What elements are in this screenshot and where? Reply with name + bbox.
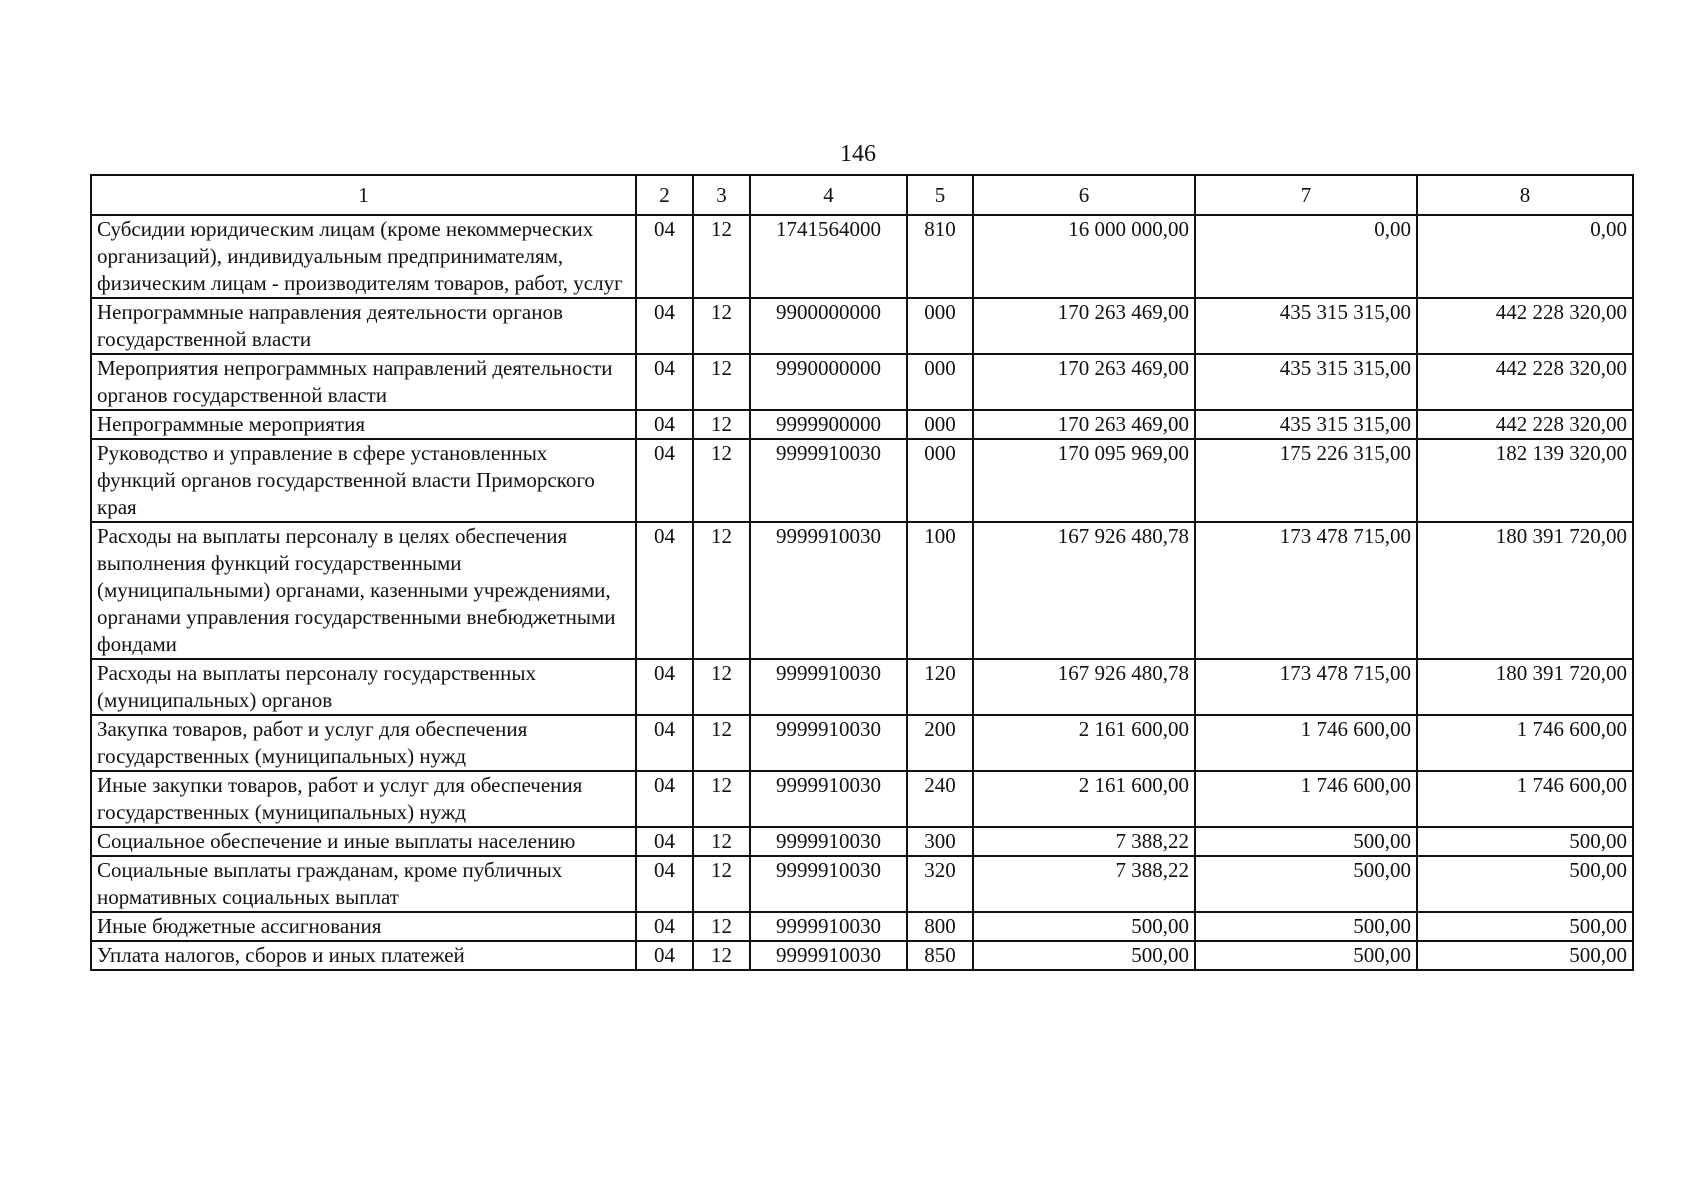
row-name-cell: Непрограммные мероприятия — [91, 410, 636, 439]
amount-col6-cell: 7 388,22 — [973, 856, 1195, 912]
amount-col7-cell: 435 315 315,00 — [1195, 354, 1417, 410]
amount-col6-cell: 170 263 469,00 — [973, 298, 1195, 354]
expense-type-cell: 240 — [907, 771, 973, 827]
amount-col8-cell: 442 228 320,00 — [1417, 354, 1633, 410]
section-code-cell: 04 — [636, 912, 693, 941]
amount-col6-cell: 2 161 600,00 — [973, 771, 1195, 827]
amount-col7-cell: 435 315 315,00 — [1195, 410, 1417, 439]
amount-col7-cell: 500,00 — [1195, 827, 1417, 856]
row-name-cell: Социальное обеспечение и иные выплаты населению — [91, 827, 636, 856]
amount-col7-cell: 1 746 600,00 — [1195, 771, 1417, 827]
amount-col7-cell: 500,00 — [1195, 941, 1417, 970]
section-code-cell: 04 — [636, 659, 693, 715]
section-code-cell: 04 — [636, 354, 693, 410]
amount-col7-cell: 175 226 315,00 — [1195, 439, 1417, 522]
amount-col7-cell: 1 746 600,00 — [1195, 715, 1417, 771]
subsection-code-cell: 12 — [693, 215, 750, 298]
target-article-cell: 9999910030 — [750, 659, 907, 715]
column-header: 2 — [636, 175, 693, 215]
section-code-cell: 04 — [636, 410, 693, 439]
target-article-cell: 9999900000 — [750, 410, 907, 439]
subsection-code-cell: 12 — [693, 439, 750, 522]
amount-col8-cell: 500,00 — [1417, 856, 1633, 912]
table-row — [91, 298, 1633, 354]
amount-col6-cell: 2 161 600,00 — [973, 715, 1195, 771]
amount-col8-cell: 500,00 — [1417, 941, 1633, 970]
amount-col8-cell: 0,00 — [1417, 215, 1633, 298]
section-code-cell: 04 — [636, 298, 693, 354]
column-header: 5 — [907, 175, 973, 215]
amount-col7-cell: 435 315 315,00 — [1195, 298, 1417, 354]
amount-col8-cell: 180 391 720,00 — [1417, 659, 1633, 715]
amount-col6-cell: 500,00 — [973, 912, 1195, 941]
table-row — [91, 941, 1633, 970]
amount-col8-cell: 500,00 — [1417, 827, 1633, 856]
amount-col8-cell: 1 746 600,00 — [1417, 715, 1633, 771]
expense-type-cell: 800 — [907, 912, 973, 941]
amount-col7-cell: 173 478 715,00 — [1195, 659, 1417, 715]
table-row — [91, 912, 1633, 941]
subsection-code-cell: 12 — [693, 410, 750, 439]
column-header: 7 — [1195, 175, 1417, 215]
expense-type-cell: 120 — [907, 659, 973, 715]
target-article-cell: 9999910030 — [750, 771, 907, 827]
table-row — [91, 771, 1633, 827]
expense-type-cell: 850 — [907, 941, 973, 970]
row-name-cell: Иные бюджетные ассигнования — [91, 912, 636, 941]
target-article-cell: 1741564000 — [750, 215, 907, 298]
table-row — [91, 522, 1633, 659]
amount-col7-cell: 173 478 715,00 — [1195, 522, 1417, 659]
amount-col6-cell: 170 263 469,00 — [973, 410, 1195, 439]
expense-type-cell: 000 — [907, 410, 973, 439]
row-name-cell: Мероприятия непрограммных направлений деятельности органов государственной власти — [91, 354, 636, 410]
row-name-cell: Социальные выплаты гражданам, кроме публичных нормативных социальных выплат — [91, 856, 636, 912]
target-article-cell: 9999910030 — [750, 439, 907, 522]
subsection-code-cell: 12 — [693, 856, 750, 912]
section-code-cell: 04 — [636, 439, 693, 522]
row-name-cell: Расходы на выплаты персоналу государственных (муниципальных) органов — [91, 659, 636, 715]
amount-col7-cell: 500,00 — [1195, 912, 1417, 941]
row-name-cell: Непрограммные направления деятельности органов государственной власти — [91, 298, 636, 354]
expense-type-cell: 000 — [907, 354, 973, 410]
subsection-code-cell: 12 — [693, 941, 750, 970]
table-row — [91, 410, 1633, 439]
amount-col6-cell: 170 263 469,00 — [973, 354, 1195, 410]
subsection-code-cell: 12 — [693, 522, 750, 659]
amount-col6-cell: 170 095 969,00 — [973, 439, 1195, 522]
subsection-code-cell: 12 — [693, 354, 750, 410]
row-name-cell: Расходы на выплаты персоналу в целях обеспечения выполнения функций государственными (муниципальными) органами, казенными учреждениями, органами управления государственными внебюджетными фондами — [91, 522, 636, 659]
expense-type-cell: 810 — [907, 215, 973, 298]
subsection-code-cell: 12 — [693, 912, 750, 941]
target-article-cell: 9999910030 — [750, 522, 907, 659]
table-row — [91, 215, 1633, 298]
amount-col7-cell: 0,00 — [1195, 215, 1417, 298]
table-row — [91, 659, 1633, 715]
table-row — [91, 856, 1633, 912]
table-row — [91, 354, 1633, 410]
section-code-cell: 04 — [636, 856, 693, 912]
amount-col6-cell: 500,00 — [973, 941, 1195, 970]
expense-type-cell: 000 — [907, 439, 973, 522]
subsection-code-cell: 12 — [693, 715, 750, 771]
amount-col8-cell: 442 228 320,00 — [1417, 410, 1633, 439]
table-row — [91, 715, 1633, 771]
column-header: 6 — [973, 175, 1195, 215]
row-name-cell: Закупка товаров, работ и услуг для обеспечения государственных (муниципальных) нужд — [91, 715, 636, 771]
expense-type-cell: 000 — [907, 298, 973, 354]
column-header: 1 — [91, 175, 636, 215]
target-article-cell: 9900000000 — [750, 298, 907, 354]
budget-table — [90, 174, 1634, 971]
amount-col6-cell: 167 926 480,78 — [973, 522, 1195, 659]
row-name-cell: Руководство и управление в сфере установленных функций органов государственной власти Приморского края — [91, 439, 636, 522]
amount-col8-cell: 180 391 720,00 — [1417, 522, 1633, 659]
column-header: 3 — [693, 175, 750, 215]
section-code-cell: 04 — [636, 215, 693, 298]
row-name-cell: Уплата налогов, сборов и иных платежей — [91, 941, 636, 970]
target-article-cell: 9999910030 — [750, 827, 907, 856]
amount-col6-cell: 7 388,22 — [973, 827, 1195, 856]
amount-col8-cell: 442 228 320,00 — [1417, 298, 1633, 354]
table-row — [91, 827, 1633, 856]
amount-col8-cell: 500,00 — [1417, 912, 1633, 941]
table-row — [91, 439, 1633, 522]
expense-type-cell: 320 — [907, 856, 973, 912]
column-header: 8 — [1417, 175, 1633, 215]
target-article-cell: 9999910030 — [750, 856, 907, 912]
target-article-cell: 9999910030 — [750, 941, 907, 970]
amount-col8-cell: 1 746 600,00 — [1417, 771, 1633, 827]
section-code-cell: 04 — [636, 827, 693, 856]
expense-type-cell: 300 — [907, 827, 973, 856]
target-article-cell: 9999910030 — [750, 912, 907, 941]
amount-col7-cell: 500,00 — [1195, 856, 1417, 912]
section-code-cell: 04 — [636, 771, 693, 827]
expense-type-cell: 100 — [907, 522, 973, 659]
subsection-code-cell: 12 — [693, 659, 750, 715]
amount-col6-cell: 167 926 480,78 — [973, 659, 1195, 715]
section-code-cell: 04 — [636, 522, 693, 659]
expense-type-cell: 200 — [907, 715, 973, 771]
subsection-code-cell: 12 — [693, 827, 750, 856]
row-name-cell: Субсидии юридическим лицам (кроме некоммерческих организаций), индивидуальным предпринимателям, физическим лицам - производителям товаров, работ, услуг — [91, 215, 636, 298]
section-code-cell: 04 — [636, 941, 693, 970]
amount-col6-cell: 16 000 000,00 — [973, 215, 1195, 298]
header-row — [91, 175, 1633, 215]
row-name-cell: Иные закупки товаров, работ и услуг для обеспечения государственных (муниципальных) нужд — [91, 771, 636, 827]
target-article-cell: 9999910030 — [750, 715, 907, 771]
page-number: 146 — [840, 141, 876, 167]
subsection-code-cell: 12 — [693, 298, 750, 354]
section-code-cell: 04 — [636, 715, 693, 771]
amount-col8-cell: 182 139 320,00 — [1417, 439, 1633, 522]
subsection-code-cell: 12 — [693, 771, 750, 827]
target-article-cell: 9990000000 — [750, 354, 907, 410]
column-header: 4 — [750, 175, 907, 215]
